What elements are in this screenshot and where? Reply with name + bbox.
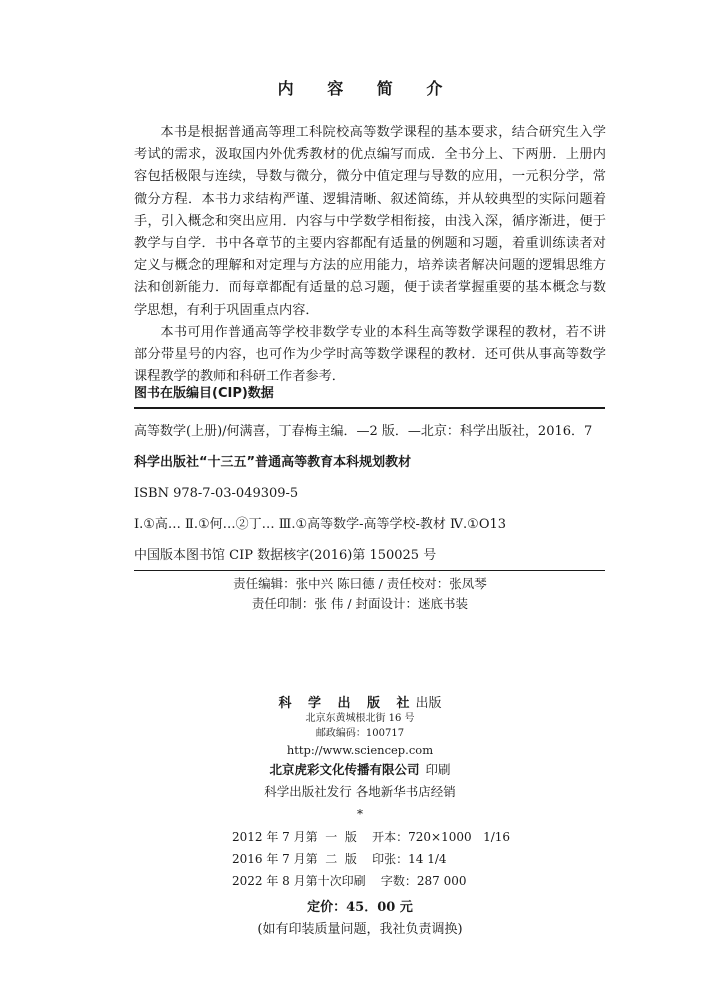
edition-line-2: 2016 年 7 月第 二 版 印张：14 1/4 (232, 852, 447, 866)
cip-heading: 图书在版编目(CIP)数据 (134, 386, 274, 401)
edition-line-3: 2022 年 8 月第十次印刷 字数：287 000 (232, 874, 467, 888)
cip-block (134, 416, 605, 571)
distribution-line: 科学出版社发行 各地新华书店经销 (264, 784, 456, 799)
edition-line-1: 2012 年 7 月第 一 版 开本：720×1000 1/16 (232, 830, 511, 844)
separator-star: * (357, 807, 363, 821)
intro-section (134, 122, 606, 388)
cip-top-rule (134, 407, 605, 409)
publisher-name: 科 学 出 版 社 (278, 696, 416, 711)
publisher-block (0, 692, 720, 821)
publisher-postcode: 邮政编码：100717 (315, 728, 405, 739)
editors-line-1: 责任编辑：张中兴 陈曰德 / 责任校对：张凤琴 (233, 576, 487, 591)
cip-line-classification: Ⅰ.①高… Ⅱ.①何…②丁… Ⅲ.①高等数学-高等学校-教材 Ⅳ.①O13 (134, 517, 507, 532)
edition-block (232, 826, 510, 892)
cip-bottom-rule (134, 570, 605, 571)
publisher-address: 北京东黄城根北街 16 号 (305, 713, 415, 724)
quality-notice: (如有印装质量问题，我社负责调换) (257, 922, 463, 937)
intro-paragraph-1: 本书是根据普通高等理工科院校高等数学课程的基本要求，结合研究生入学考试的需求，汲取国内外优秀教材的优点编写而成．全书分上、下两册．上册内容包括极限与连续，导数与微分，微分中值定理与导数的应用，一元积分学，常微分方程．本书力求结构严谨、逻辑清晰、叙述简练，并从较典型的实际问题着手，引入概念和突出应用．内容与中学数学相衔接，由浅入深，循序渐进，便于教学与自学．书中各章节的主要内容都配有适量的例题和习题，着重训练读者对定义与概念的理解和对定理与方法的应用能力，培养读者解决问题的逻辑思维方法和创新能力．而每章都配有适量的总习题，便于读者掌握重要的基本概念与数学思想，有利于巩固重点内容． (134, 125, 606, 318)
publisher-url: http://www.sciencep.com (286, 743, 434, 757)
printer-name: 北京虎彩文化传播有限公司 (269, 762, 420, 777)
intro-paragraph-2: 本书可用作普通高等学校非数学专业的本科生高等数学课程的教材，若不讲部分带星号的内容，也可作为少学时高等数学课程的教材．还可供从事高等数学课程教学的教师和科研工作者参考． (134, 324, 606, 385)
publisher-suffix: 出版 (415, 696, 442, 711)
page-title: 内 容 简 介 (277, 79, 457, 98)
editors-line-2: 责任印制：张 伟 / 封面设计：迷底书装 (251, 596, 469, 611)
printer-line (0, 759, 720, 781)
editors-block (0, 574, 720, 614)
cip-line-record: 中国版本图书馆 CIP 数据核字(2016)第 150025 号 (134, 548, 437, 563)
cip-line-series: 科学出版社“十三五”普通高等教育本科规划教材 (134, 455, 412, 470)
cip-line-title: 高等数学(上册)/何满喜，丁春梅主编．—2 版．—北京：科学出版社，2016．7 (134, 424, 593, 439)
price-label: 定价：45．00 元 (307, 900, 413, 915)
cip-line-isbn: ISBN 978-7-03-049309-5 (134, 486, 299, 501)
printer-suffix: 印刷 (425, 762, 451, 777)
